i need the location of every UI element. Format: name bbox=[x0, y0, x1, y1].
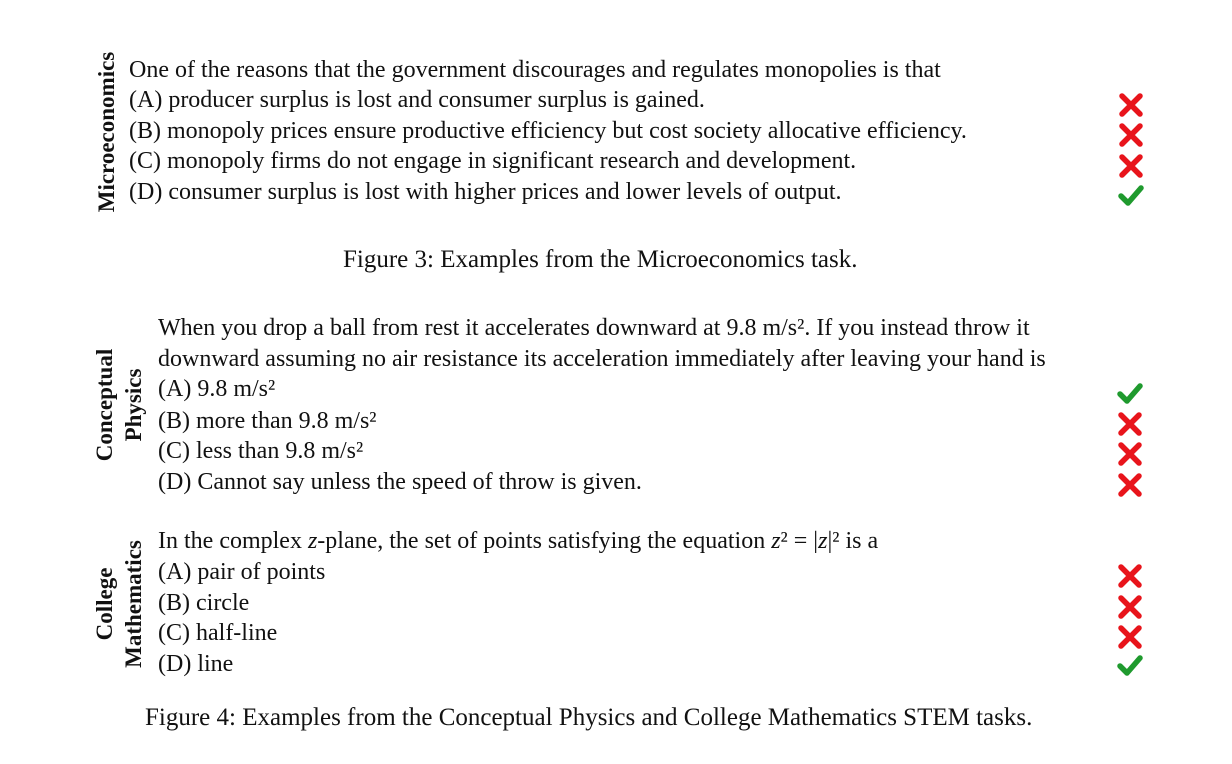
figure-4-caption: Figure 4: Examples from the Conceptual Physics and College Mathematics STEM tasks. bbox=[145, 704, 1033, 731]
math-option-d: (D) line bbox=[158, 651, 234, 677]
college-mathematics-label: College Mathematics bbox=[92, 540, 146, 668]
micro-option-d: (D) consumer surplus is lost with higher prices and lower levels of output. bbox=[129, 179, 842, 205]
cross-icon bbox=[1118, 153, 1144, 179]
math-option-a: (A) pair of points bbox=[158, 559, 326, 585]
cross-icon bbox=[1118, 92, 1144, 118]
figure-3-caption: Figure 3: Examples from the Microeconomics task. bbox=[343, 246, 858, 273]
check-icon bbox=[1118, 182, 1144, 208]
physics-option-d: (D) Cannot say unless the speed of throw is given. bbox=[158, 469, 642, 495]
math-option-c: (C) half-line bbox=[158, 620, 278, 646]
cross-icon bbox=[1117, 563, 1143, 589]
math-question: In the complex z-plane, the set of points satisfying the equation z² = |z|² is a bbox=[158, 528, 879, 554]
micro-option-c: (C) monopoly firms do not engage in significant research and development. bbox=[129, 148, 857, 174]
cross-icon bbox=[1117, 441, 1143, 467]
physics-option-c: (C) less than 9.8 m/s² bbox=[158, 438, 364, 464]
micro-question: One of the reasons that the government discourages and regulates monopolies is that bbox=[129, 57, 941, 83]
physics-option-a: (A) 9.8 m/s² bbox=[158, 376, 276, 402]
check-icon bbox=[1117, 652, 1143, 678]
microeconomics-label: Microeconomics bbox=[94, 51, 119, 213]
cross-icon bbox=[1117, 472, 1143, 498]
cross-icon bbox=[1117, 624, 1143, 650]
math-option-b: (B) circle bbox=[158, 590, 250, 616]
check-icon bbox=[1117, 380, 1143, 406]
physics-question-line-2: downward assuming no air resistance its acceleration immediately after leaving your hand is bbox=[158, 346, 1046, 372]
micro-option-b: (B) monopoly prices ensure productive efficiency but cost society allocative efficiency. bbox=[129, 118, 967, 144]
micro-option-a: (A) producer surplus is lost and consumer surplus is gained. bbox=[129, 87, 705, 113]
cross-icon bbox=[1118, 122, 1144, 148]
physics-option-b: (B) more than 9.8 m/s² bbox=[158, 408, 377, 434]
physics-question-line-1: When you drop a ball from rest it accelerates downward at 9.8 m/s². If you instead throw it bbox=[158, 315, 1030, 341]
conceptual-physics-label: Conceptual Physics bbox=[92, 348, 146, 462]
cross-icon bbox=[1117, 594, 1143, 620]
cross-icon bbox=[1117, 411, 1143, 437]
